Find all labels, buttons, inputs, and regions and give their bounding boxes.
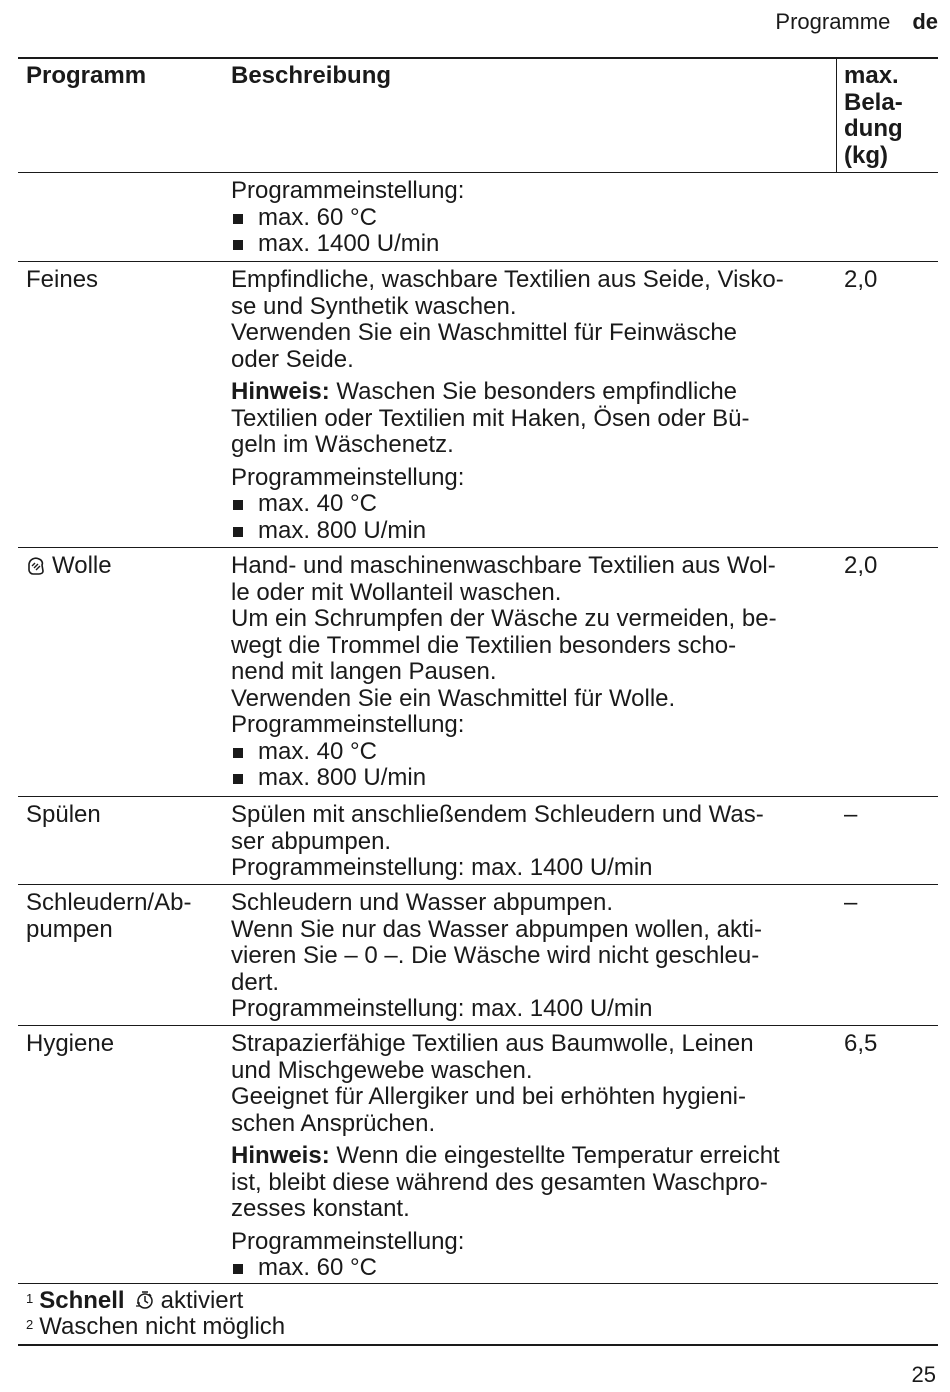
row-rule: [18, 796, 938, 797]
column-header-max-beladung: max. Bela- dung (kg): [844, 62, 903, 169]
running-header: [775, 9, 938, 35]
list-item: max. 1400 U/min: [231, 231, 831, 258]
note-label: Hinweis:: [231, 378, 330, 405]
hand-wash-icon: [26, 555, 46, 575]
table-top-rule: [18, 57, 938, 59]
load-spuelen: –: [844, 801, 858, 828]
program-name-wolle: Wolle: [26, 553, 216, 580]
column-separator: [836, 57, 837, 172]
row-rule: [18, 884, 938, 885]
program-name-schleudern: Schleudern/Ab- pumpen: [26, 889, 192, 943]
load-hygiene: 6,5: [844, 1030, 878, 1057]
list-item: max. 800 U/min: [231, 765, 831, 792]
column-header-beschreibung: Beschreibung: [231, 62, 392, 89]
list-item: max. 800 U/min: [231, 518, 831, 545]
language-tag: de: [912, 9, 938, 34]
load-feines: 2,0: [844, 266, 878, 293]
list-item: max. 60 °C: [231, 205, 831, 232]
load-schleudern: –: [844, 889, 858, 916]
description-schleudern: Schleudern und Wasser abpumpen. Wenn Sie nur das Wasser abpumpen wollen, akti- vieren Sie – 0 –. Die Wäsche wird nicht geschleu- dert. Programmeinstellung: max. 1400 U/min: [231, 889, 762, 1022]
row-continued-description: Programmeinstellung: max. 60 °C max. 1400 U/min: [231, 178, 831, 258]
page-number: 25: [911, 1362, 936, 1387]
list-item: max. 40 °C: [231, 739, 831, 766]
program-name-feines: Feines: [26, 266, 99, 293]
list-item: max. 40 °C: [231, 491, 831, 518]
program-name-hygiene: Hygiene: [26, 1030, 115, 1057]
note-feines: Hinweis: Waschen Sie besonders empfindliche Textilien oder Textilien mit Haken, Ösen oder Bü- geln im Wäschenetz.: [231, 378, 750, 458]
section-title: Programme: [775, 9, 891, 34]
column-header-programm: Programm: [26, 62, 147, 89]
description-spuelen: Spülen mit anschließendem Schleudern und Was- ser abpumpen. Programmeinstellung: max. 1400 U/min: [231, 801, 764, 881]
row-rule: [18, 547, 938, 548]
row-rule: [18, 172, 938, 173]
note-hygiene: Hinweis: Wenn die eingestellte Temperatur erreicht ist, bleibt diese während des gesamten Waschpro- zesses konstant.: [231, 1142, 780, 1222]
load-wolle: 2,0: [844, 552, 878, 579]
description-wolle: Hand- und maschinenwaschbare Textilien aus Wol- le oder mit Wollanteil waschen. Um ein Schrumpfen der Wäsche zu vermeiden, be- wegt die Trommel die Textilien besonders scho- nend mit langen Pausen. Verwenden Sie ein Waschmittel für Wolle. Programmeinstellung: max. 40 °C max. 800 U/min: [231, 553, 831, 792]
row-rule: [18, 261, 938, 262]
note-label: Hinweis:: [231, 1142, 330, 1169]
description-hygiene: Strapazierfähige Textilien aus Baumwolle, Leinen und Mischgewebe waschen. Geeignet für Allergiker und bei erhöhten hygieni- schen Ansprüchen. Hinweis: Wenn die eingestellte Temperatur erreicht ist, bleibt diese während des gesamten Waschpro- zesses konstant. Programmeinstellung: max. 60 °C: [231, 1031, 831, 1282]
table-bottom-rule: [18, 1344, 938, 1346]
footnote-1: $^1$ Schnell aktiviert: [26, 1287, 244, 1314]
row-rule: [18, 1025, 938, 1026]
row-rule: [18, 1283, 938, 1284]
footnote-2: $^2$ Waschen nicht möglich: [26, 1313, 286, 1340]
description-feines: Empfindliche, waschbare Textilien aus Seide, Visko- se und Synthetik waschen. Verwenden Sie ein Waschmittel für Feinwäsche oder Seide. Hinweis: Waschen Sie besonders empfindliche Textilien oder Textilien mit Haken, Ösen oder Bü- geln im Wäschenetz. Programmeinstellung: max. 40 °C max. 800 U/min: [231, 267, 831, 544]
list-item: max. 60 °C: [231, 1255, 831, 1282]
program-name-spuelen: Spülen: [26, 801, 101, 828]
quick-timer-icon: [135, 1290, 155, 1310]
